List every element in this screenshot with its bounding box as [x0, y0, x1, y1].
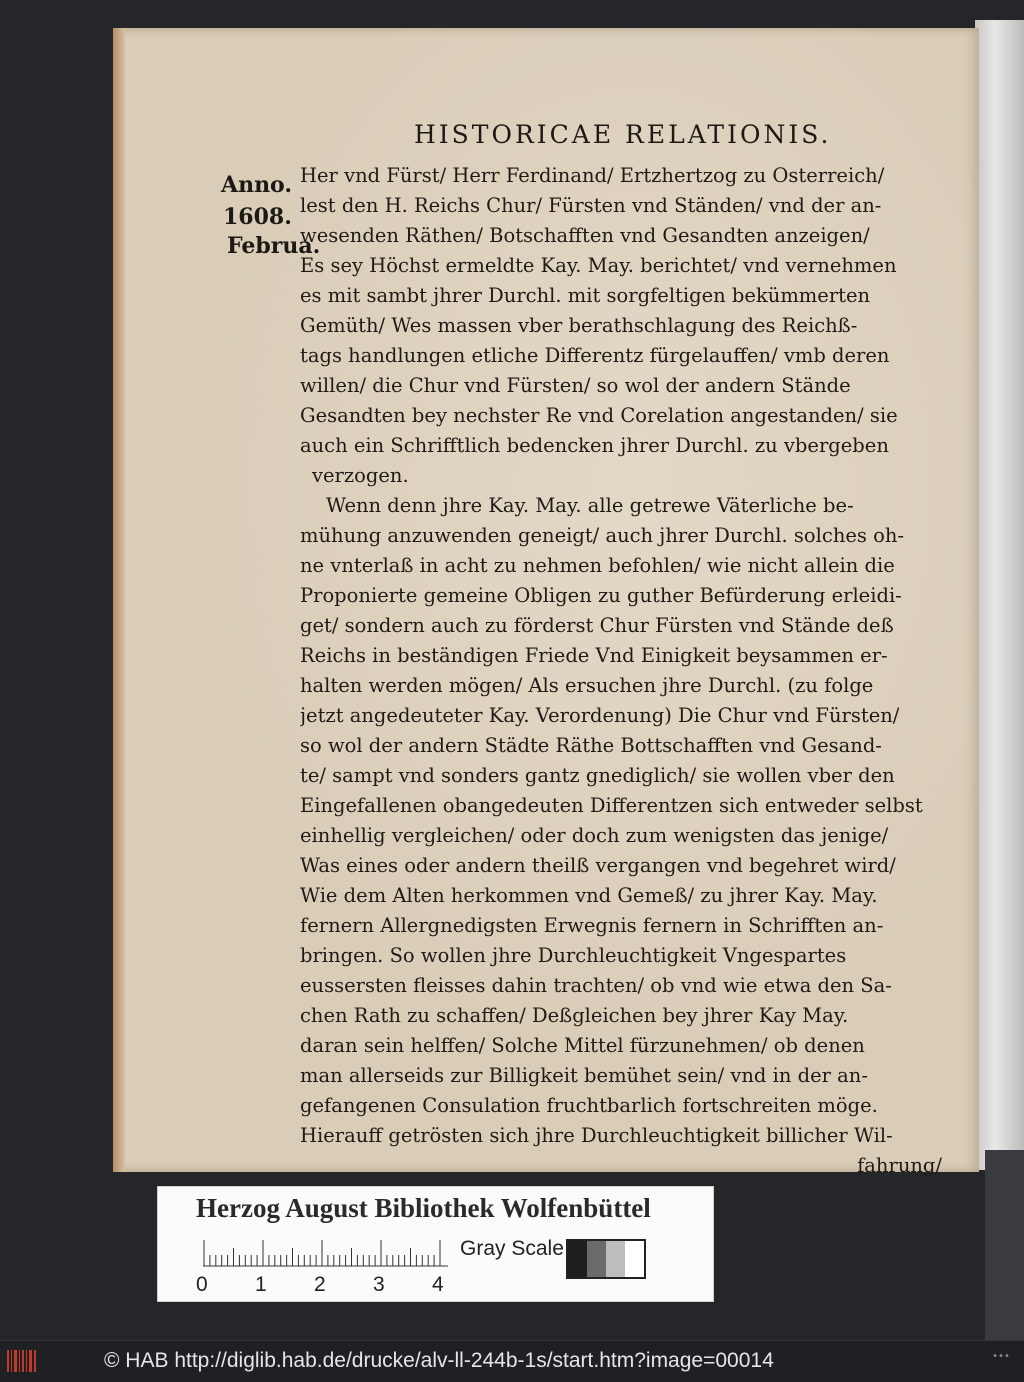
ruler-number: 3 [373, 1273, 385, 1296]
text-line: so wol der andern Städte Räthe Bottschafften vnd Gesand- [300, 734, 882, 757]
gray-swatch [568, 1241, 587, 1277]
text-line: Gesandten bey nechster Re vnd Corelation angestanden/ sie [300, 404, 898, 427]
gray-scale-swatches [566, 1239, 646, 1279]
library-color-card [157, 1186, 714, 1302]
text-line: get/ sondern auch zu förderst Chur Fürsten vnd Stände deß [300, 614, 894, 637]
text-line: Reichs in beständigen Friede Vnd Einigkeit beysammen er- [300, 644, 888, 667]
text-line: wesenden Räthen/ Botschafften vnd Gesandten anzeigen/ [300, 224, 870, 247]
text-line: man allerseids zur Billigkeit bemühet sein/ vnd in der an- [300, 1064, 868, 1087]
copyright-url[interactable]: © HAB http://diglib.hab.de/drucke/alv-ll-244b-1s/start.htm?image=00014 [104, 1349, 774, 1372]
page-edge-shadow [985, 1150, 1024, 1340]
text-line: ne vnterlaß in acht zu nehmen befohlen/ wie nicht allein die [300, 554, 895, 577]
gray-scale-label: Gray Scale [460, 1237, 564, 1260]
text-line: verzogen. [312, 464, 409, 487]
text-line: Hierauff getrösten sich jhre Durchleuchtigkeit billicher Wil- [300, 1124, 893, 1147]
text-line: gefangenen Consulation fruchtbarlich fortschreiten möge. [300, 1094, 878, 1117]
text-line: te/ sampt vnd sonders gantz gnediglich/ sie wollen vber den [300, 764, 895, 787]
text-line: fahrung/ [857, 1154, 942, 1177]
text-line: Gemüth/ Wes massen vber berathschlagung des Reichß- [300, 314, 858, 337]
book-page-edge [113, 28, 125, 1172]
text-line: es mit sambt jhrer Durchl. mit sorgfeltigen bekümmerten [300, 284, 871, 307]
text-line: eussersten fleisses dahin trachten/ ob vnd wie etwa den Sa- [300, 974, 892, 997]
text-line: Wie dem Alten herkommen vnd Gemeß/ zu jhrer Kay. May. [300, 884, 878, 907]
text-line: Proponierte gemeine Obligen zu guther Befürderung erleidi- [300, 584, 902, 607]
margin-note-year: 1608. [223, 204, 292, 230]
margin-note-month: Februa. [227, 233, 321, 259]
running-head: HISTORICAE RELATIONIS. [414, 120, 832, 149]
ruler-number: 0 [196, 1273, 208, 1296]
text-line: daran sein helffen/ Solche Mittel fürzunehmen/ ob denen [300, 1034, 865, 1057]
text-line: tags handlungen etliche Differentz fürgelauffen/ vmb deren [300, 344, 890, 367]
text-line: Wenn denn jhre Kay. May. alle getrewe Väterliche be- [326, 494, 854, 517]
text-line: bringen. So wollen jhre Durchleuchtigkeit Vngespartes [300, 944, 847, 967]
text-line: einhellig vergleichen/ oder doch zum wenigsten das jenige/ [300, 824, 889, 847]
text-line: auch ein Schrifftlich bedencken jhrer Durchl. zu vbergeben [300, 434, 889, 457]
text-line: fernern Allergnedigsten Erwegnis fernern in Schrifften an- [300, 914, 884, 937]
text-line: Was eines oder andern theilß vergangen vnd begehret wird/ [300, 854, 896, 877]
text-line: Eingefallenen obangedeuten Differentzen sich entweder selbst [300, 794, 923, 817]
text-line: mühung anzuwenden geneigt/ auch jhrer Durchl. solches oh- [300, 524, 905, 547]
gray-swatch [625, 1241, 644, 1277]
ruler-number: 1 [255, 1273, 267, 1296]
text-line: Her vnd Fürst/ Herr Ferdinand/ Ertzhertzog zu Osterreich/ [300, 164, 885, 187]
text-line: chen Rath zu schaffen/ Deßgleichen bey jhrer Kay May. [300, 1004, 849, 1027]
gray-swatch [587, 1241, 606, 1277]
page-edge-right [975, 20, 1024, 1170]
text-line: lest den H. Reichs Chur/ Fürsten vnd Ständen/ vnd der an- [300, 194, 882, 217]
ruler-scale [203, 1239, 448, 1267]
margin-note-anno: Anno. [221, 172, 293, 198]
text-line: jetzt angedeuteter Kay. Verordenung) Die Chur vnd Fürsten/ [300, 704, 900, 727]
gray-swatch [606, 1241, 625, 1277]
text-line: halten werden mögen/ Als ersuchen jhre Durchl. (zu folge [300, 674, 874, 697]
hab-barcode-logo-icon [6, 1347, 38, 1375]
ruler-number: 2 [314, 1273, 326, 1296]
library-name: Herzog August Bibliothek Wolfenbüttel [196, 1193, 651, 1223]
text-line: Es sey Höchst ermeldte Kay. May. berichtet/ vnd vernehmen [300, 254, 897, 277]
footer-bar [0, 1340, 1024, 1382]
ruler-number: 4 [432, 1273, 444, 1296]
more-dots-icon[interactable]: ••• [992, 1351, 1010, 1362]
page-body-text [300, 161, 960, 1181]
text-line: willen/ die Chur vnd Fürsten/ so wol der andern Stände [300, 374, 851, 397]
